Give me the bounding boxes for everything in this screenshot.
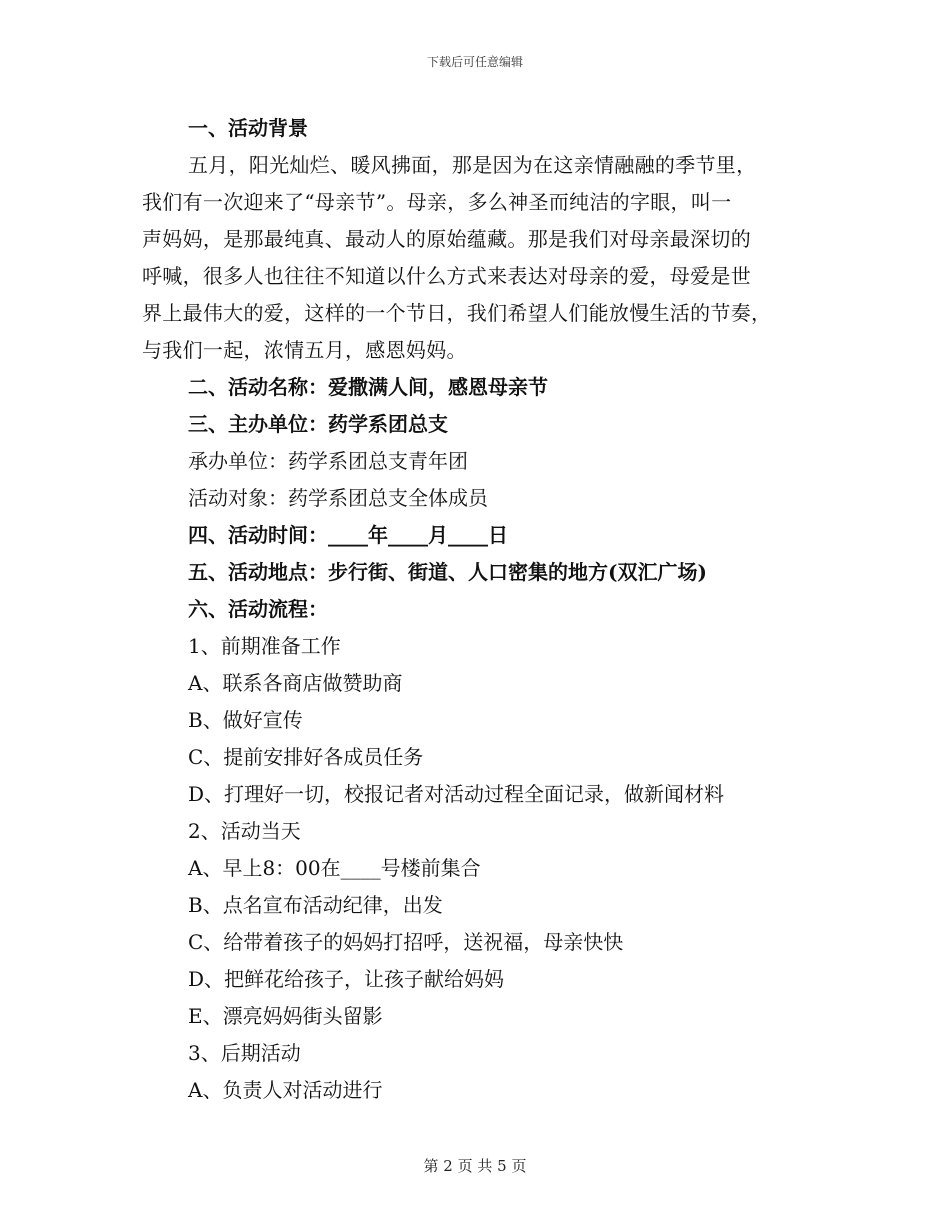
process-step-title: 2、活动当天 [188, 819, 301, 843]
list-item: B、点名宣布活动纪律，出发 [188, 893, 443, 917]
process-step-title: 1、前期准备工作 [188, 634, 341, 658]
section-heading-process: 六、活动流程： [188, 597, 328, 621]
list-item: D、把鲜花给孩子，让孩子献给妈妈 [188, 967, 505, 991]
target-line: 活动对象：药学系团总支全体成员 [188, 486, 488, 510]
page-header: 下载后可任意编辑 [426, 55, 523, 69]
list-item: D、打理好一切，校报记者对活动过程全面记录，做新闻材料 [188, 782, 725, 806]
document-body [142, 110, 810, 1109]
list-item: C、给带着孩子的妈妈打招呼，送祝福，母亲快快 [188, 930, 624, 954]
paragraph-line: 呼喊，很多人也往往不知道以什么方式来表达对母亲的爱，母爱是世 [142, 264, 751, 288]
section-heading-time: 四、活动时间：____年____月____日 [188, 523, 508, 547]
section-heading-host: 三、主办单位：药学系团总支 [188, 412, 448, 436]
paragraph-line: 声妈妈，是那最纯真、最动人的原始蕴藏。那是我们对母亲最深切的 [142, 227, 751, 251]
paragraph-line: 五月，阳光灿烂、暖风拂面，那是因为在这亲情融融的季节里， [188, 153, 757, 177]
section-heading-location: 五、活动地点：步行街、街道、人口密集的地方(双汇广场) [188, 560, 707, 584]
list-item: A、联系各商店做赞助商 [188, 671, 403, 695]
list-item: A、早上8：00在____号楼前集合 [188, 856, 481, 880]
paragraph-line: 与我们一起，浓情五月，感恩妈妈。 [142, 338, 467, 362]
organizer-line: 承办单位：药学系团总支青年团 [188, 449, 468, 473]
section-heading-name: 二、活动名称：爱撒满人间，感恩母亲节 [188, 375, 548, 399]
list-item: B、做好宣传 [188, 708, 303, 732]
background-paragraph [142, 147, 810, 369]
section-heading-background: 一、活动背景 [188, 116, 308, 140]
list-item: E、漂亮妈妈街头留影 [188, 1004, 383, 1028]
process-step-title: 3、后期活动 [188, 1041, 301, 1065]
paragraph-line: 我们有一次迎来了“母亲节”。母亲，多么神圣而纯洁的字眼，叫一 [142, 190, 732, 214]
paragraph-line: 界上最伟大的爱，这样的一个节日，我们希望人们能放慢生活的节奏， [142, 301, 772, 325]
list-item: A、负责人对活动进行 [188, 1078, 383, 1102]
page-footer: 第 2 页 共 5 页 [423, 1157, 527, 1175]
list-item: C、提前安排好各成员任务 [188, 745, 424, 769]
